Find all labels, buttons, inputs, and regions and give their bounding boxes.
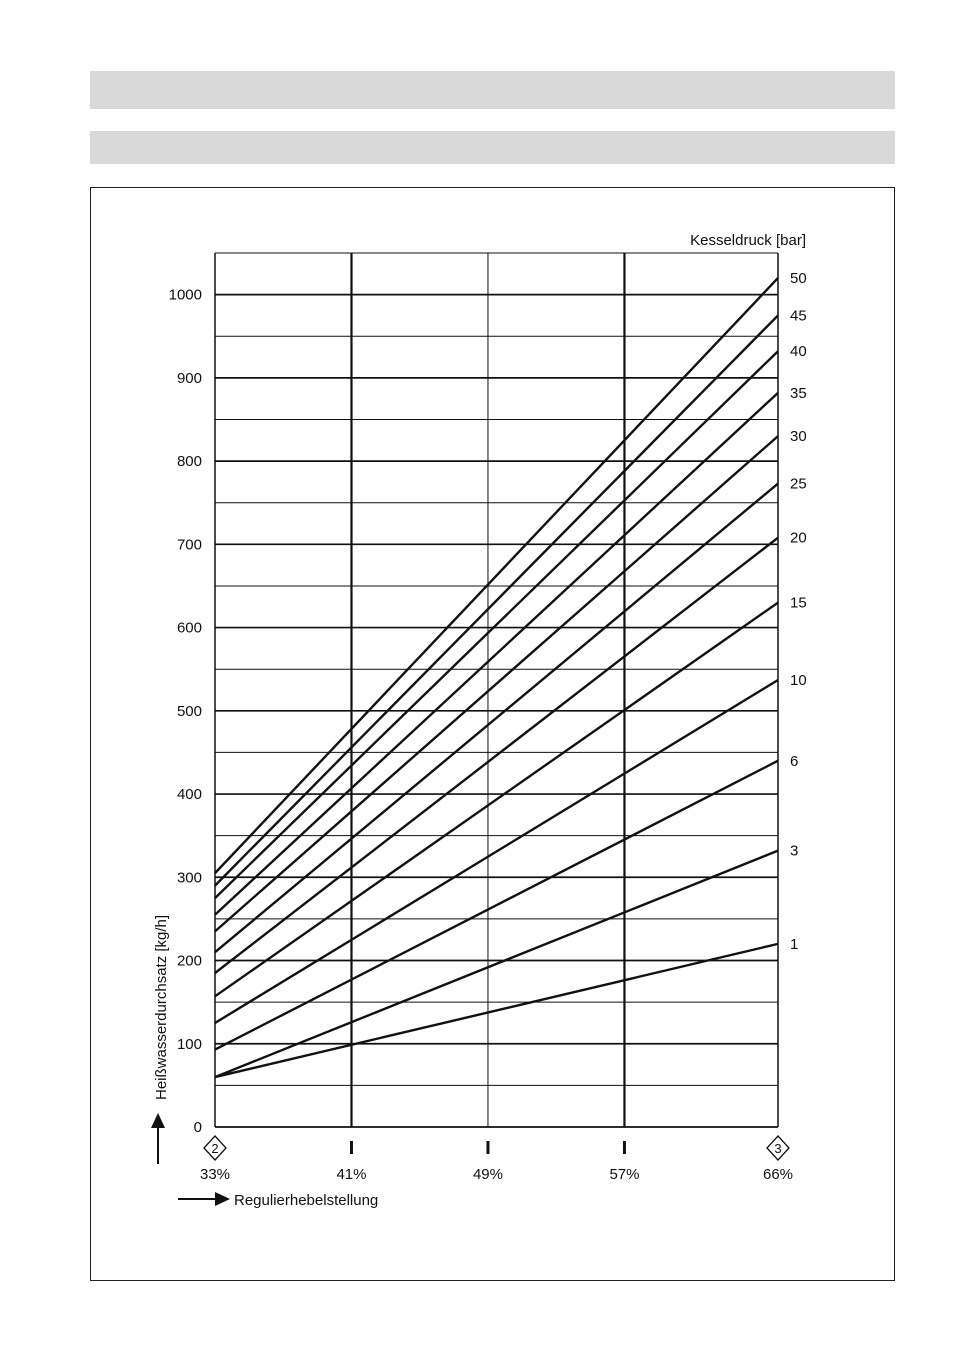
series-layer [215,278,778,1077]
x-tick-label: 57% [609,1166,640,1183]
y-tick-label: 200 [176,952,202,970]
series-line-35 [215,393,778,915]
y-tick-label: 500 [176,702,202,720]
position-marker-label: 3 [774,1141,782,1156]
y-tick-label: 400 [176,786,202,804]
y-tick-label: 600 [176,619,202,637]
y-tick-label: 900 [176,369,202,387]
series-label-40: 40 [790,343,807,361]
series-line-6 [215,761,778,1050]
y-tick-label: 700 [176,536,202,554]
y-axis-label: Heißwasserdurchsatz [kg/h] [153,914,170,1100]
header-bar-secondary [90,131,895,164]
series-label-35: 35 [790,384,807,402]
series-label-30: 30 [790,428,807,446]
y-tick-label: 1000 [168,286,202,304]
series-label-25: 25 [790,475,807,493]
series-line-50 [215,278,778,873]
chart-frame [90,187,895,1281]
x-tick-label: 41% [336,1166,367,1183]
series-line-30 [215,436,778,931]
y-tick-label: 800 [176,453,202,471]
legend-title: Kesseldruck [bar] [690,232,806,249]
series-label-45: 45 [790,307,807,325]
x-tick-label: 66% [762,1166,794,1183]
y-axis-arrow-head [151,1113,165,1128]
line-chart [91,188,894,1280]
series-label-50: 50 [790,269,807,287]
grid-layer [204,253,789,1160]
header-bar-top [90,71,895,109]
x-tick-label: 33% [199,1166,231,1183]
y-tick-label: 100 [176,1035,202,1053]
series-line-40 [215,351,778,898]
y-tick-label: 300 [176,869,202,887]
series-line-10 [215,680,778,1023]
y-tick-label: 0 [193,1119,202,1136]
x-axis-label: Regulierhebelstellung [234,1192,379,1209]
x-tick-label: 49% [472,1166,503,1183]
series-label-6: 6 [790,752,799,770]
series-label-1: 1 [790,935,799,953]
series-line-20 [215,538,778,973]
position-marker-label: 2 [211,1141,219,1156]
series-label-15: 15 [790,594,807,612]
series-line-25 [215,484,778,953]
series-label-3: 3 [790,842,799,860]
series-label-20: 20 [790,529,807,547]
series-label-10: 10 [790,672,807,690]
x-axis-arrow-head [215,1192,230,1206]
